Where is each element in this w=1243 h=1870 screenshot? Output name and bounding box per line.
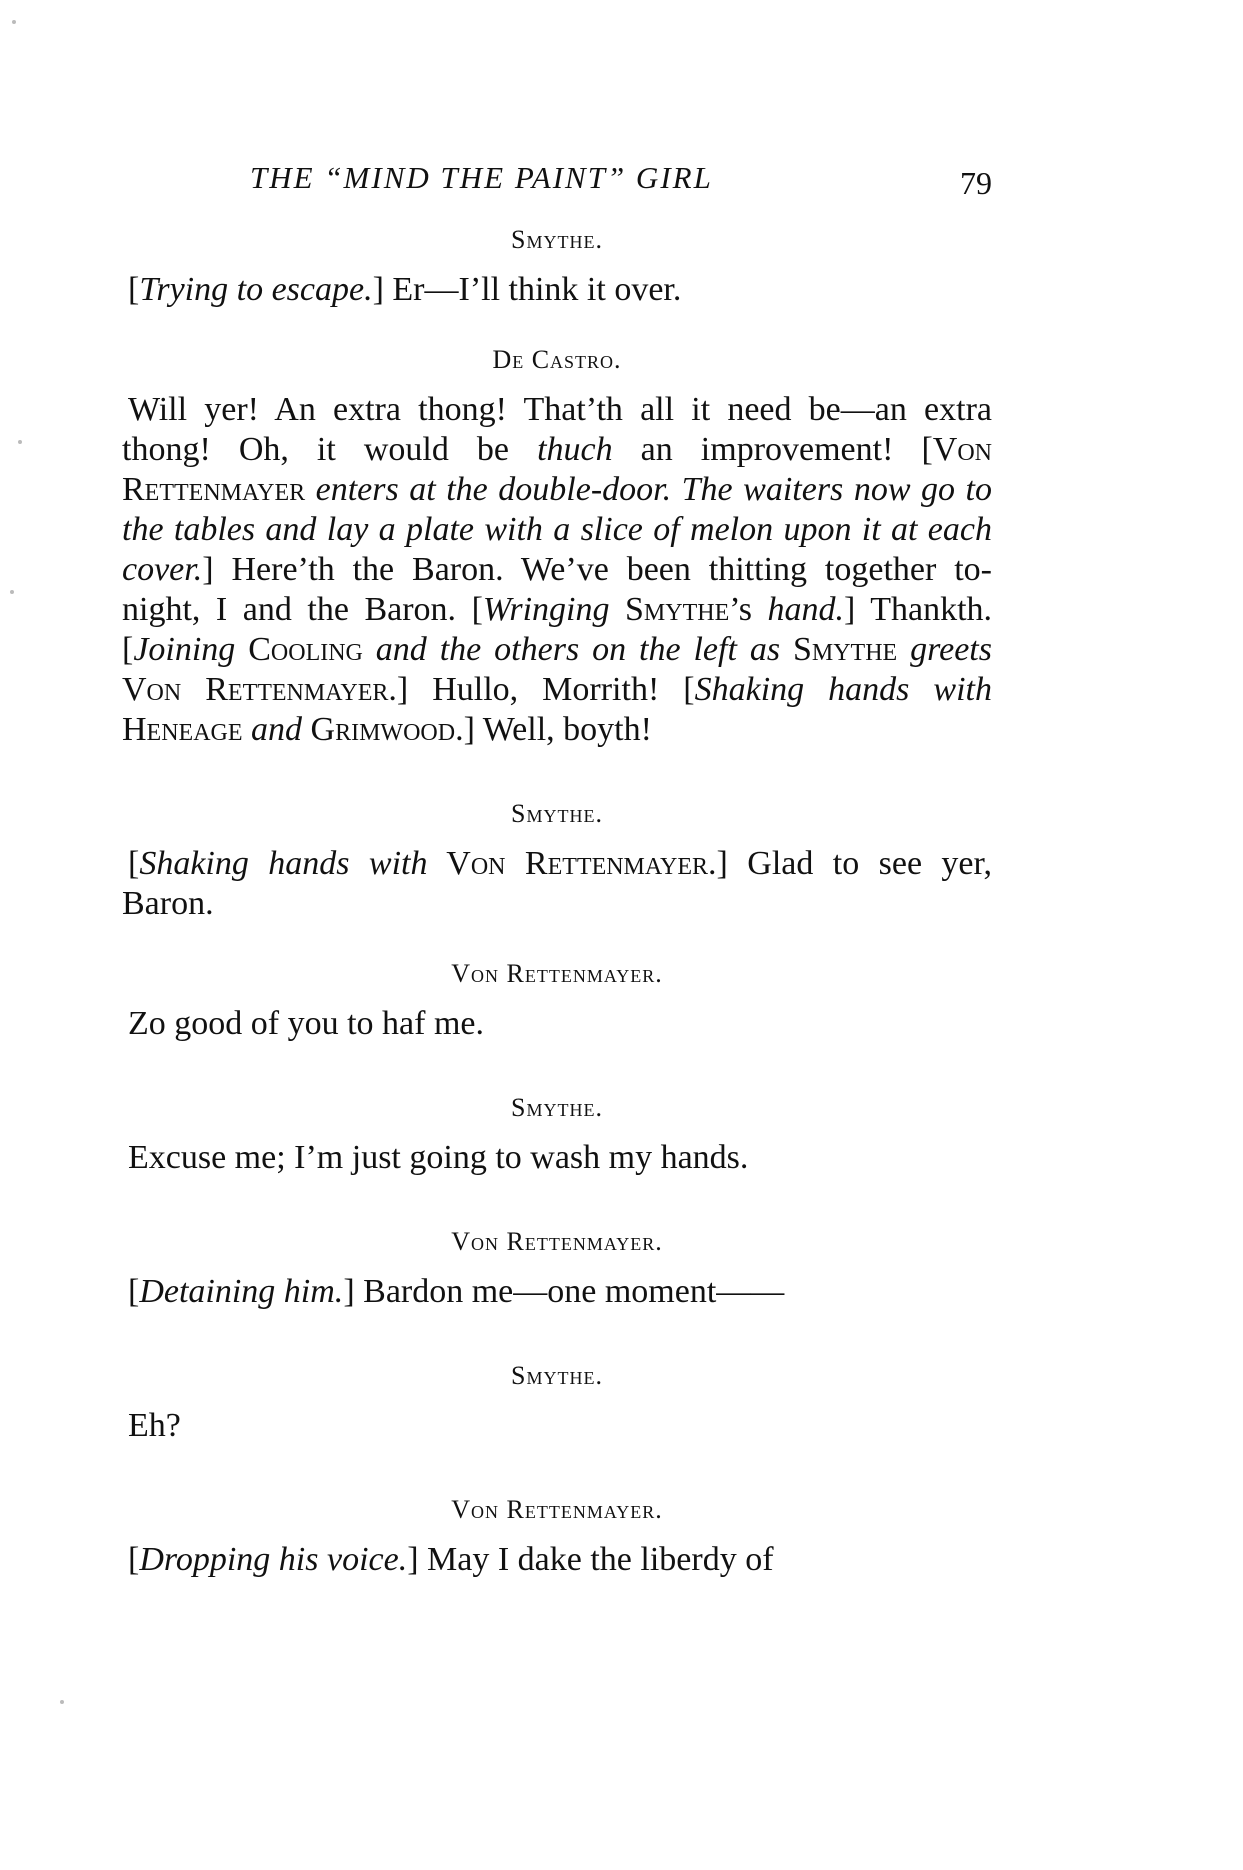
- stage-direction: Wringing: [482, 591, 610, 628]
- speaker-name: Smythe.: [511, 1361, 603, 1390]
- speaker-name: Smythe.: [511, 225, 603, 254]
- stage-direction: Joining: [133, 631, 236, 668]
- dialogue-text: Zo good of you to haf me.: [128, 1005, 484, 1042]
- dialogue-block: [122, 954, 992, 1044]
- speaker-name: Von Rettenmayer.: [451, 1495, 663, 1524]
- dialogue-block: [122, 1088, 992, 1178]
- dialogue-text: [: [128, 845, 140, 882]
- stage-direction: Shaking hands with: [694, 671, 992, 708]
- stage-direction: and the others on the left as: [362, 631, 781, 668]
- dialogue-block: [122, 220, 992, 310]
- speech-text: [122, 390, 992, 750]
- dialogue-text: ] Er—I’ll think it over.: [372, 271, 682, 308]
- dialogue-text: .] Well, boyth!: [455, 711, 652, 748]
- speech-text: [122, 1004, 992, 1044]
- stage-direction: hand.: [767, 591, 844, 628]
- character-name: Heneage: [122, 711, 243, 748]
- dialogue-text: ’s: [729, 591, 768, 628]
- speech-text: [122, 844, 992, 924]
- dialogue-text: ] Here’th the Baron. We’ve been thitting together to-night, I and the Baron. [: [122, 551, 992, 628]
- dialogue-text: an improvement! [: [612, 431, 933, 468]
- character-name: Grimwood: [302, 711, 456, 748]
- character-name: Cooling: [235, 631, 363, 668]
- paper-speck: [10, 590, 14, 594]
- dialogue-block: [122, 1490, 992, 1580]
- stage-direction: Shaking hands with: [139, 845, 428, 882]
- page-number: 79: [960, 165, 992, 201]
- speaker-name: Von Rettenmayer.: [451, 1227, 663, 1256]
- stage-direction: thuch: [537, 431, 613, 468]
- dialogue-block: [122, 1356, 992, 1446]
- dialogue-text: Excuse me; I’m just going to wash my hands.: [128, 1139, 749, 1176]
- paper-speck: [60, 1700, 64, 1704]
- speaker-name: Smythe.: [511, 799, 603, 828]
- character-name: Smythe: [780, 631, 898, 668]
- dialogue-text: Will yer! An extra thong! That’th all it need be—an extra thong! Oh, it would be: [122, 391, 992, 468]
- running-title: THE “MIND THE PAINT” GIRL: [250, 160, 713, 195]
- speaker-name: Smythe.: [511, 1093, 603, 1122]
- speech-text: [122, 1406, 992, 1446]
- character-name: Von Rettenmayer: [427, 845, 709, 882]
- paper-speck: [12, 20, 16, 24]
- speech-text: [122, 1272, 992, 1312]
- stage-direction: Detaining him.: [139, 1273, 344, 1310]
- stage-direction: and: [242, 711, 303, 748]
- dialogue-text: ] Bardon me—one moment——: [343, 1273, 785, 1310]
- stage-direction: greets: [897, 631, 992, 668]
- dialogue-block: [122, 1222, 992, 1312]
- dialogue-text: [: [128, 271, 140, 308]
- dialogue-text: ] May I dake the liberdy of: [407, 1541, 774, 1578]
- speech-text: [122, 270, 992, 310]
- stage-direction: Trying to escape.: [139, 271, 373, 308]
- stage-direction: Dropping his voice.: [139, 1541, 408, 1578]
- dialogue-text: .] Glad to see yer, Baron.: [122, 845, 992, 922]
- character-name: Smythe: [609, 591, 730, 628]
- dialogue-text: ] Thankth. [: [122, 591, 993, 668]
- character-name: Von Rettenmayer: [122, 431, 992, 508]
- dialogue-text: [: [128, 1541, 140, 1578]
- stage-direction: enters at the double-door. The waiters now go to the tables and lay a plate with a slice of melon upon it at each cover.: [122, 471, 992, 588]
- dialogue-block: [122, 340, 992, 750]
- paper-speck: [18, 440, 22, 444]
- speaker-name: Von Rettenmayer.: [451, 959, 663, 988]
- dialogue-text: .] Hullo, Morrith! [: [388, 671, 695, 708]
- dialogue-text: Eh?: [128, 1407, 181, 1444]
- speech-text: [122, 1540, 992, 1580]
- speaker-name: De Castro.: [492, 345, 622, 374]
- dialogue-block: [122, 794, 992, 924]
- character-name: Von Rettenmayer: [122, 671, 389, 708]
- dialogue-text: [: [128, 1273, 140, 1310]
- speech-text: [122, 1138, 992, 1178]
- play-text: [122, 220, 992, 1580]
